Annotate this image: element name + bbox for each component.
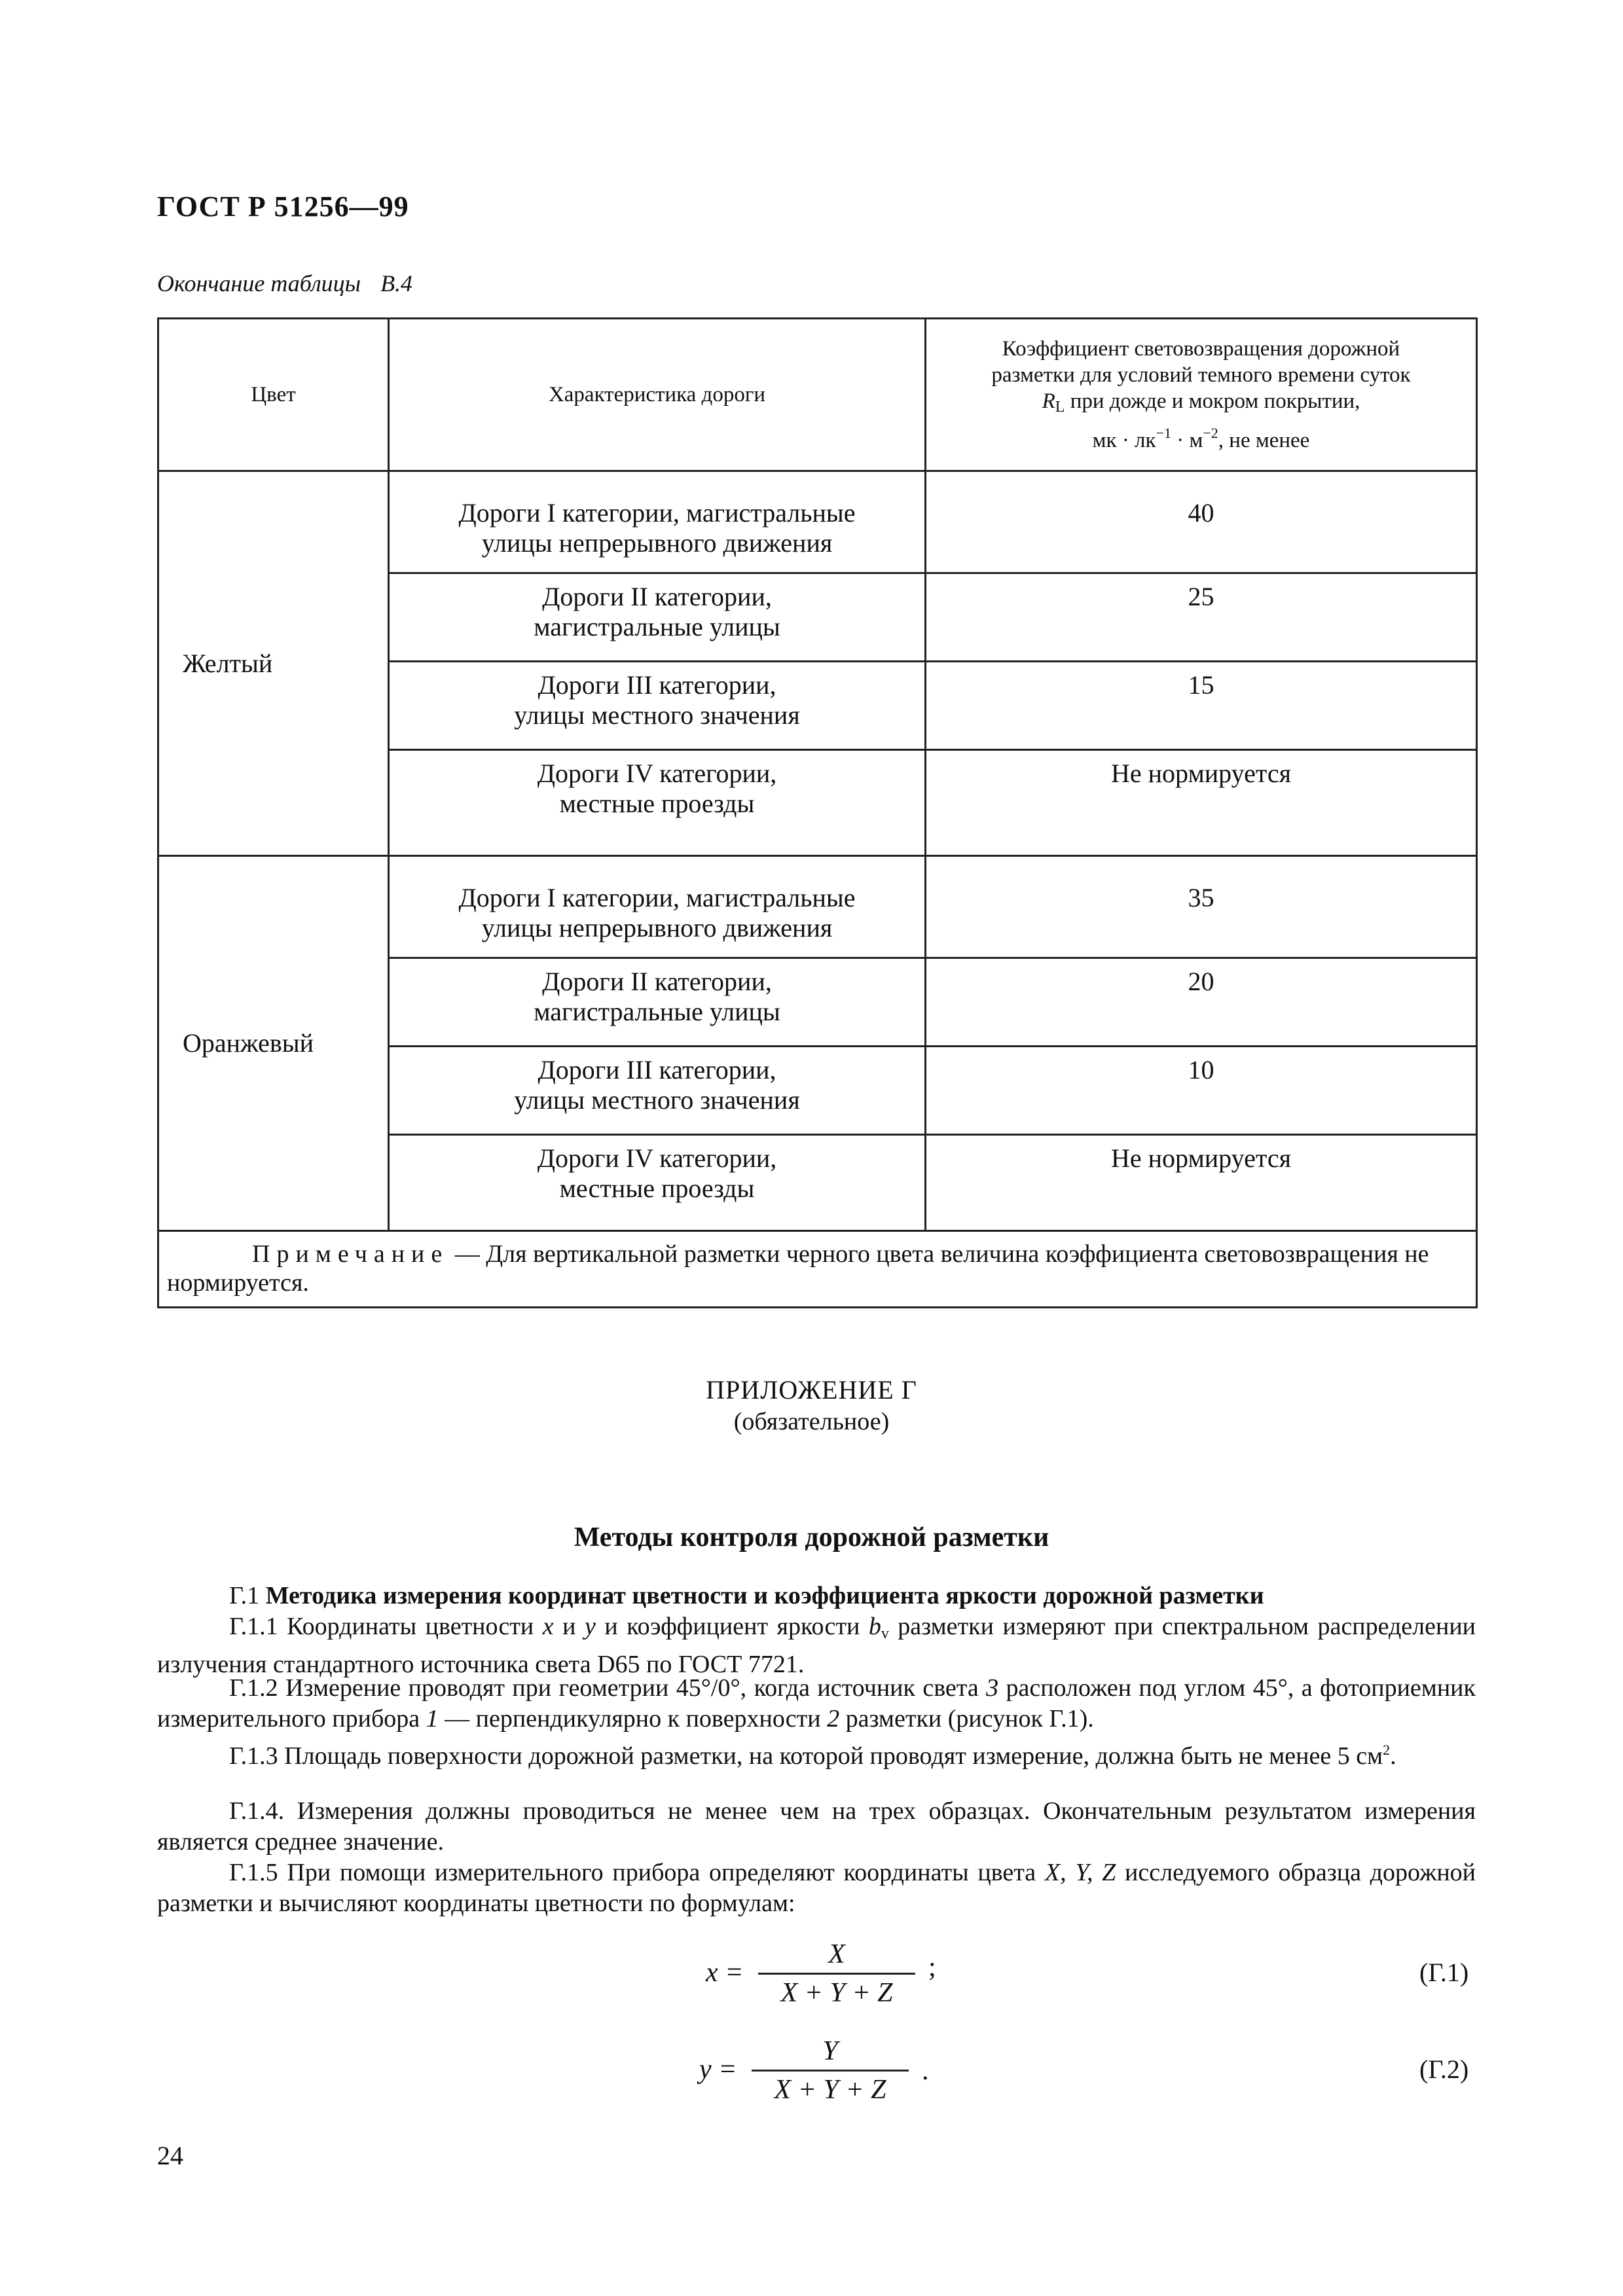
appendix-title: ПРИЛОЖЕНИЕ Г	[706, 1375, 917, 1405]
table-caption-number: В.4	[380, 270, 413, 296]
formula-lhs: y =	[699, 2054, 737, 2085]
page-number: 24	[157, 2141, 183, 2170]
formula-denominator: X + Y + Z	[774, 2075, 886, 2105]
formula-number: (Г.1)	[1419, 1958, 1469, 1987]
appendix-subtitle: (обязательное)	[733, 1408, 890, 1435]
document-code: ГОСТ Р 51256—99	[157, 190, 409, 223]
road-cell: Дороги IV категории, местные проезды	[389, 1135, 926, 1231]
table-caption	[157, 270, 412, 297]
road-cell: Дороги I категории, магистральные улицы непрерывного движения	[389, 856, 926, 958]
value-cell: 35	[926, 856, 1477, 958]
road-cell: Дороги III категории, улицы местного значения	[389, 662, 926, 750]
header-color: Цвет	[158, 319, 389, 471]
color-cell-yellow: Желтый	[158, 471, 389, 856]
note-text: — Для вертикальной разметки черного цвета величина коэффициента световозвращения не нормируется.	[167, 1240, 1429, 1297]
formula-denominator: X + Y + Z	[780, 1978, 893, 2008]
formula-numerator: X	[758, 1939, 915, 1975]
table-row	[158, 471, 1477, 573]
value-cell: Не нормируется	[926, 1135, 1477, 1231]
value-cell: 15	[926, 662, 1477, 750]
value-cell: 40	[926, 471, 1477, 573]
header-road: Характеристика дороги	[389, 319, 926, 471]
road-cell: Дороги II категории, магистральные улицы	[389, 958, 926, 1047]
road-cell: Дороги I категории, магистральные улицы непрерывного движения	[389, 471, 926, 573]
road-cell: Дороги IV категории, местные проезды	[389, 750, 926, 856]
table-row	[158, 856, 1477, 958]
formula-punct: .	[922, 2056, 929, 2086]
reflectance-table	[157, 317, 1478, 1308]
paragraph-g1-1: Г.1.1 Координаты цветности x и y и коэффициент яркости $b_v$ разметки измеряют при спектральном распределении излучения стандартного источника света D65 по ГОСТ 7721.	[157, 1613, 1476, 1678]
table-header-row	[158, 319, 1477, 471]
road-cell: Дороги III категории, улицы местного значения	[389, 1047, 926, 1135]
table-note-row	[158, 1231, 1477, 1308]
value-cell: 25	[926, 573, 1477, 662]
formula-punct: ;	[928, 1952, 936, 1982]
paragraph-g1-5: Г.1.5 При помощи измерительного прибора определяют координаты цвета X, Y, Z исследуемого образца дорожной разметки и вычисляют координаты цветности по формулам:	[157, 1859, 1476, 1917]
paragraph-g1: Г.1 Методика измерения координат цветности и коэффициента яркости дорожной разметки	[229, 1582, 1264, 1609]
paragraph-g1-2: Г.1.2 Измерение проводят при геометрии 45°/0°, когда источник света 3 расположен под углом 45°, а фотоприемник измерительного прибора 1 — перпендикулярно к поверхности 2 разметки (рисунок Г.1).	[157, 1674, 1476, 1732]
formula-fraction	[752, 2036, 909, 2106]
paragraph-g1-4: Г.1.4. Измерения должны проводиться не менее чем на трех образцах. Окончательным результатом измерения является среднее значение.	[157, 1797, 1476, 1856]
value-cell: 20	[926, 958, 1477, 1047]
value-cell: Не нормируется	[926, 750, 1477, 856]
note-label: Примечание	[252, 1240, 449, 1268]
header-coefficient: Коэффициент световозвращения дорожной разметки для условий темного времени суток $R_L$ при дожде и мокром покрытии, мк · $лк^{-1} \cdot м^{-2}$, не менее	[926, 319, 1477, 471]
formula-fraction	[758, 1939, 915, 2009]
table-caption-text: Окончание таблицы	[157, 270, 361, 296]
value-cell: 10	[926, 1047, 1477, 1135]
road-cell: Дороги II категории, магистральные улицы	[389, 573, 926, 662]
formula-number: (Г.2)	[1419, 2054, 1469, 2084]
paragraph-g1-3: Г.1.3 Площадь поверхности дорожной разметки, на которой проводят измерение, должна быть не менее 5 $см^2$.	[229, 1742, 1396, 1770]
table-note	[158, 1231, 1477, 1308]
formula-lhs: x =	[706, 1958, 744, 1988]
color-cell-orange: Оранжевый	[158, 856, 389, 1231]
formula-numerator: Y	[752, 2036, 909, 2072]
section-heading: Методы контроля дорожной разметки	[574, 1522, 1049, 1552]
